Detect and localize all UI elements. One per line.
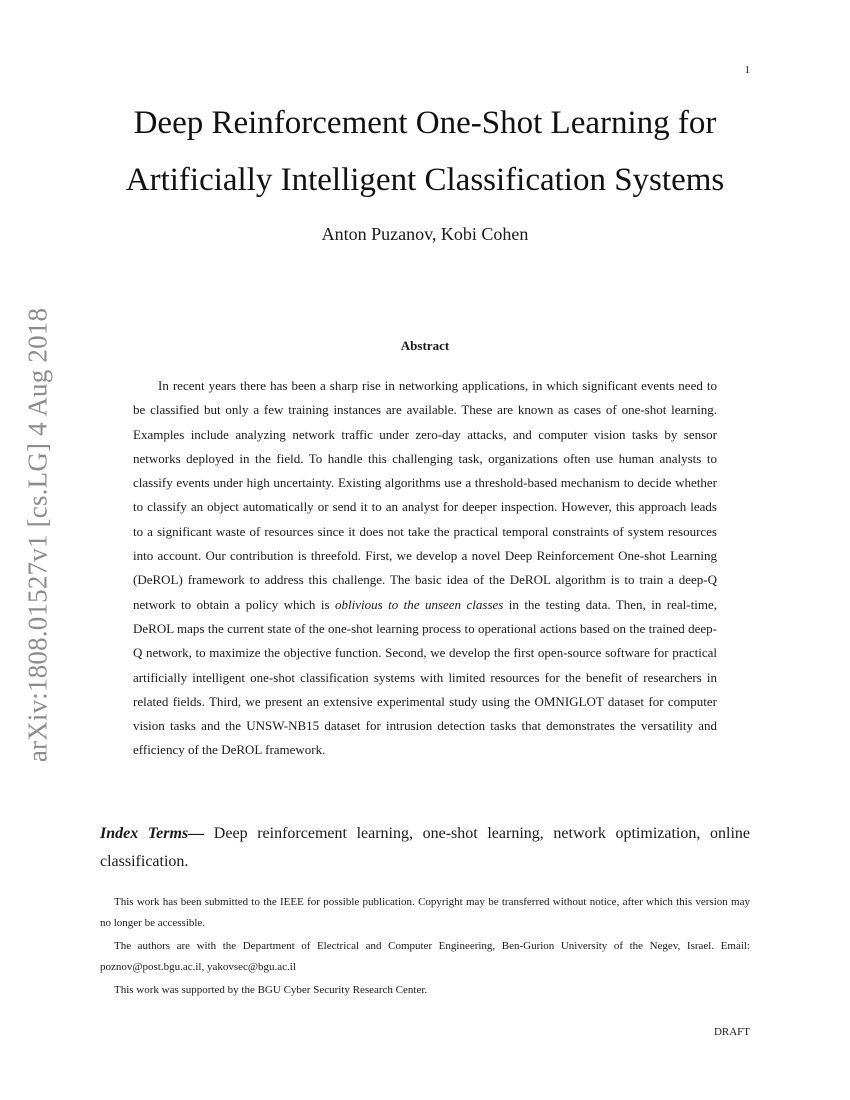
title-line-1: Deep Reinforcement One-Shot Learning for [133,105,717,141]
draft-label: DRAFT [713,1026,750,1038]
abstract-emphasis: oblivious to the unseen classes [334,596,504,612]
abstract-body [133,374,717,763]
index-terms-label: Index Terms— [100,825,205,842]
abstract-text-part-2: in the testing data. Then, in real-time, DeROL maps the current state of the one-shot learning process to operational actions based on the trained deep-Q network, to maximize the objective function. Second, we develop the first open-source software for practical artificially intelligent one-shot classification systems with limited resources for the benefit of researchers in related fields. Third, we present an extensive experimental study using the OMNIGLOT dataset for computer vision tasks and the UNSW-NB15 dataset for intrusion detection tasks that demonstrates the versatility and efficiency of the DeROL framework. [133,596,717,758]
footnote-funding: This work was supported by the BGU Cyber Security Research Center. [114,984,428,996]
footnote-submission: This work has been submitted to the IEEE for possible publication. Copyright may be transferred without notice, after which this version may no longer be accessible. [100,896,750,929]
title-line-2: Artificially Intelligent Classification Systems [125,162,725,198]
index-terms [100,820,750,876]
page-number: 1 [744,64,750,76]
arxiv-identifier-stamp[interactable]: arXiv:1808.01527v1 [cs.LG] 4 Aug 2018 [22,307,53,763]
footnotes [100,892,750,1003]
index-terms-text: Deep reinforcement learning, one-shot learning, network optimization, online classification. [100,825,750,870]
abstract-text-part-1: In recent years there has been a sharp rise in networking applications, in which significant events need to be classified but only a few training instances are available. These are known as cases of one-shot learning. Examples include analyzing network traffic under zero-day attacks, and computer vision tasks by sensor networks deployed in the field. To handle this challenging task, organizations often use human analysts to classify events under high uncertainty. Existing algorithms use a threshold-based mechanism to decide whether to classify an object automatically or send it to an analyst for deeper inspection. However, this approach leads to a significant waste of resources since it does not take the practical temporal constraints of system resources into account. Our contribution is threefold. First, we develop a novel Deep Reinforcement One-shot Learning (DeROL) framework to address this challenge. The basic idea of the DeROL algorithm is to train a deep-Q network to obtain a policy which is [133,378,717,612]
abstract-heading: Abstract [400,338,450,353]
footnote-affiliation: The authors are with the Department of Electrical and Computer Engineering, Ben-Gurion University of the Negev, Israel. Email: poznov@post.bgu.ac.il, yakovsec@bgu.ac.il [100,940,750,973]
author-list: Anton Puzanov, Kobi Cohen [321,224,529,244]
paper-title [100,95,750,209]
